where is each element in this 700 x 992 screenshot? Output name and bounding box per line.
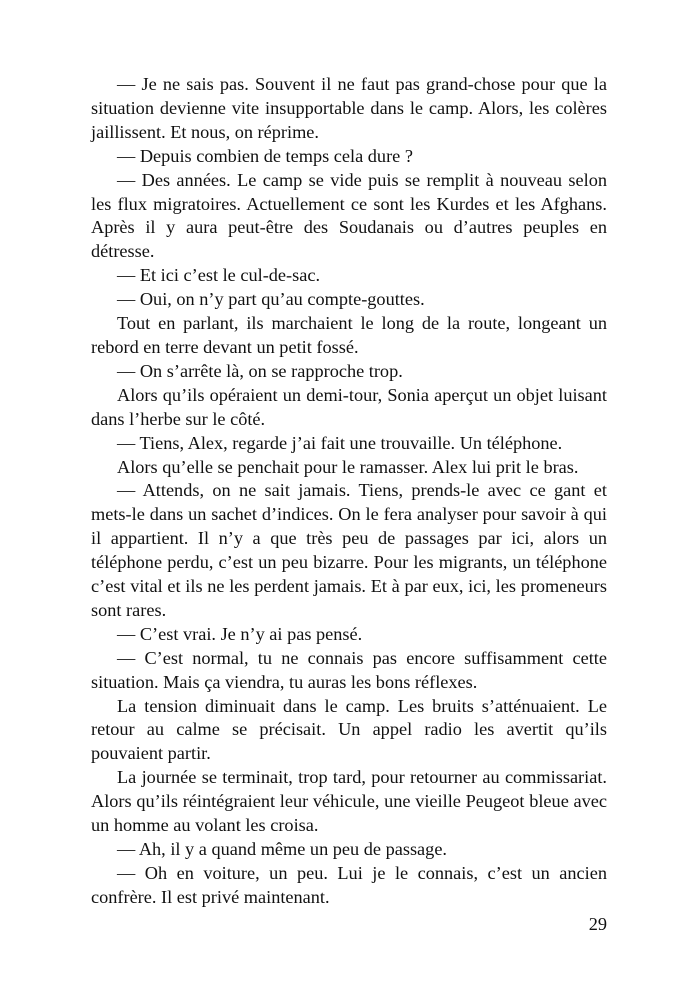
paragraph: — Attends, on ne sait jamais. Tiens, prends-le avec ce gant et mets-le dans un sachet d’indices. On le fera analyser pour savoir à qui il appartient. Il n’y a que très peu de passages par ici, alors un téléphone perdu, c’est un peu bizarre. Pour les migrants, un téléphone c’est vital et ils ne les perdent jamais. Et à par eux, ici, les promeneurs sont rares. [91, 480, 607, 620]
paragraph: — Oui, on n’y part qu’au compte-gouttes. [117, 289, 425, 310]
paragraph: — On s’arrête là, on se rapproche trop. [117, 360, 403, 381]
paragraph: Tout en parlant, ils marchaient le long de la route, longeant un rebord en terre devant un petit fossé. [91, 313, 607, 357]
paragraph: Alors qu’elle se penchait pour le ramasser. Alex lui prit le bras. [117, 456, 579, 477]
paragraph: — Depuis combien de temps cela dure ? [117, 145, 413, 166]
paragraph: — Des années. Le camp se vide puis se remplit à nouveau selon les flux migratoires. Actuellement ce sont les Kurdes et les Afghans. Après il y aura peut-être des Soudanais ou d’autres peuples en détresse. [91, 169, 607, 262]
paragraph: — Oh en voiture, un peu. Lui je le connais, c’est un ancien confrère. Il est privé maintenant. [91, 862, 607, 907]
body-text [91, 73, 607, 910]
paragraph: — C’est normal, tu ne connais pas encore suffisamment cette situation. Mais ça viendra, tu auras les bons réflexes. [91, 647, 607, 692]
paragraph: — Tiens, Alex, regarde j’ai fait une trouvaille. Un téléphone. [117, 432, 563, 453]
paragraph: Alors qu’ils opéraient un demi-tour, Sonia aperçut un objet luisant dans l’herbe sur le côté. [91, 384, 607, 429]
paragraph: — Et ici c’est le cul-de-sac. [117, 265, 321, 286]
paragraph: — Je ne sais pas. Souvent il ne faut pas grand-chose pour que la situation devienne vite insupportable dans le camp. Alors, les colères jaillissent. Et nous, on réprime. [91, 74, 607, 142]
paragraph: La tension diminuait dans le camp. Les bruits s’atténuaient. Le retour au calme se précisait. Un appel radio les avertit qu’ils pouvaient partir. [91, 695, 607, 764]
page-number: 29 [588, 914, 607, 934]
paragraph: La journée se terminait, trop tard, pour retourner au commissariat. Alors qu’ils réintégraient leur véhicule, une vieille Peugeot bleue avec un homme au volant les croisa. [91, 767, 607, 836]
paragraph: — Ah, il y a quand même un peu de passage. [117, 839, 447, 859]
paragraph: — C’est vrai. Je n’y ai pas pensé. [117, 623, 363, 644]
